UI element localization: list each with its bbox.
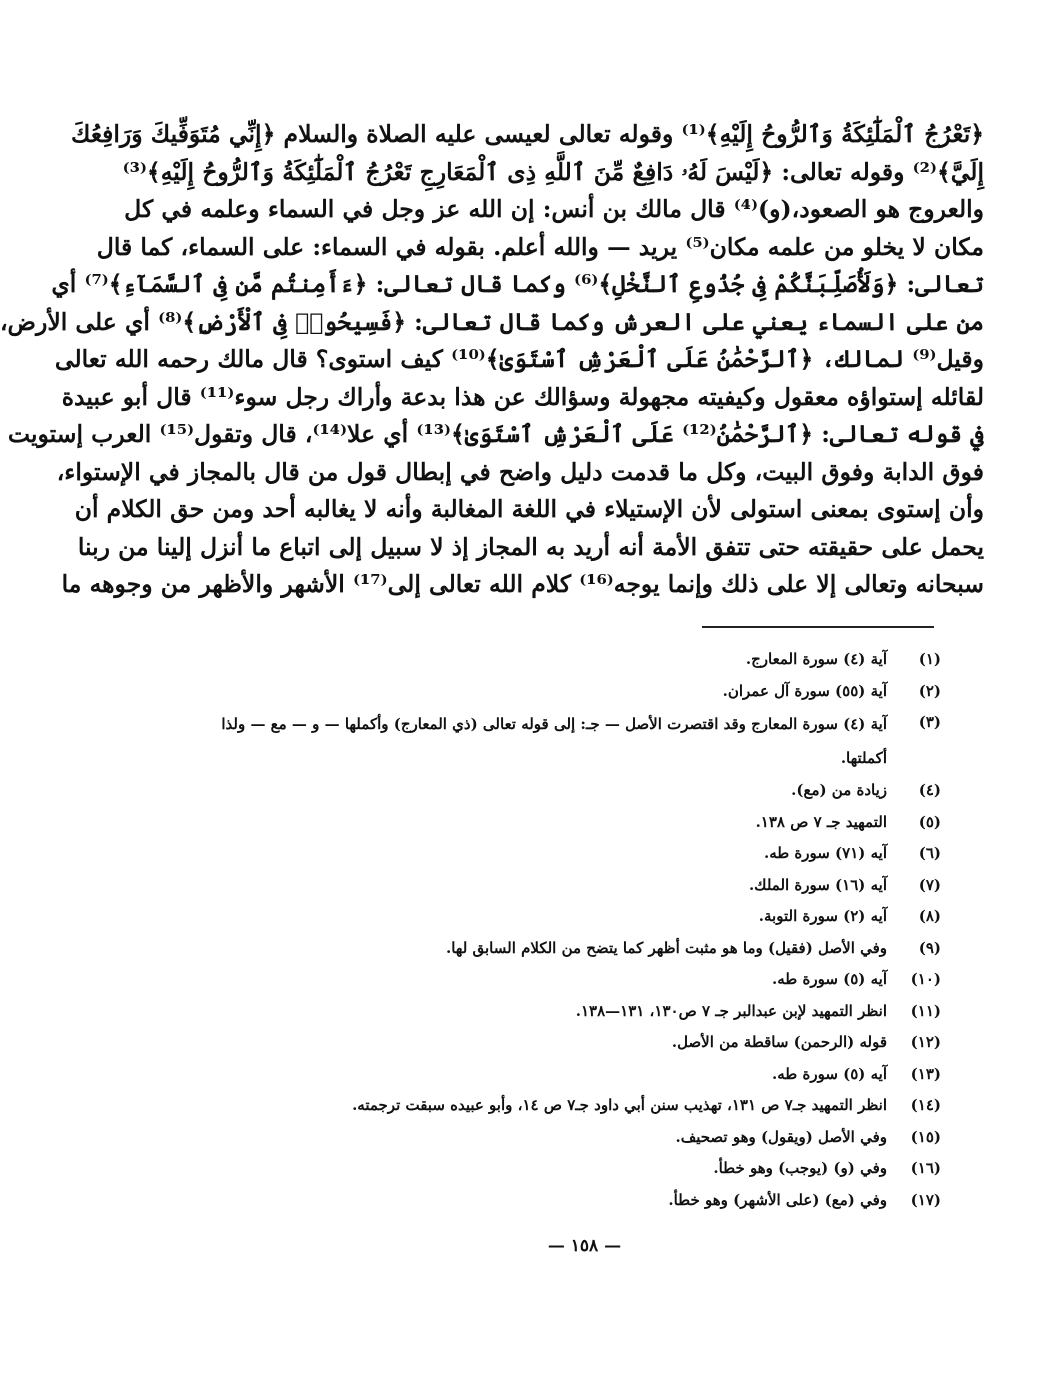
- footnote-text: آية (٤) سورة المعارج.: [745, 650, 887, 668]
- text-line: والعروج هو الصعود،(و)⁽⁴⁾ قال مالك بن أنس: إن الله عز وجل في السماء وعلمه في كل: [124, 195, 984, 223]
- footnote-number: (١٣): [910, 1064, 941, 1083]
- footnote-item: [196, 901, 941, 933]
- footnote-item: [196, 1122, 941, 1154]
- footnote-text: انظر التمهيد لإبن عبدالبر جـ ٧ ص١٣٠، ١٣١—١٣٨.: [575, 1001, 887, 1020]
- text-line: يحمل على حقيقته حتى تتفق الأمة أنه أريد به المجاز إذ لا سبيل إلى اتباع ما أنزل إلينا من ربنا: [77, 532, 984, 561]
- footnote-number: (١٥): [910, 1127, 941, 1146]
- footnote-text: زيادة من (مع).: [791, 781, 887, 799]
- footnote-item: [196, 1027, 941, 1059]
- text-line: فوق الدابة وفوق البيت، وكل ما قدمت دليل واضح في إبطال قول من قال بالمجاز في الإستواء،: [56, 457, 984, 486]
- footnote-text: آيه (٥) سورة طه.: [772, 970, 887, 988]
- text-line: في قوله تعالى: ﴿ٱلرَّحْمَٰنُ⁽¹²⁾ عَلَى ٱلْعَرْشِ ٱسْتَوَىٰ﴾⁽¹³⁾ أي علا⁽¹⁴⁾، قال وتقول⁽¹⁵⁾ العرب إستويت: [7, 420, 984, 448]
- text-line: ﴿تَعْرُجُ ٱلْمَلَٰٓئِكَةُ وَٱلرُّوحُ إِلَيْهِ﴾⁽¹⁾ وقوله تعالى لعيسى عليه الصلاة والسلام ﴿إِنِّي مُتَوَفِّيكَ وَرَافِعُكَ: [71, 120, 984, 148]
- footnote-number: (٧): [918, 875, 941, 894]
- text-line: لقائله إستواؤه معقول وكيفيته مجهولة وسؤالك عن هذا بدعة وأراك رجل سوء⁽¹¹⁾ قال أبو عبيدة: [61, 382, 984, 411]
- footnote-text: قوله (الرحمن) ساقطة من الأصل.: [671, 1033, 887, 1051]
- footnote-item: [196, 644, 941, 676]
- footnote-text: وفي الأصل (فقيل) وما هو مثبت أظهر كما يتضح من الكلام السابق لها.: [446, 938, 887, 957]
- footnote-number: (٢): [918, 681, 941, 700]
- footnote-item: [196, 807, 941, 839]
- footnote-item: [196, 676, 941, 708]
- footnote-item: [196, 707, 941, 775]
- main-body-text: [0, 116, 984, 604]
- text-line: وقيل⁽⁹⁾ لمالك، ﴿ٱلرَّحْمَٰنُ عَلَى ٱلْعَرْشِ ٱسْتَوَىٰ﴾⁽¹⁰⁾ كيف استوى؟ قال مالك رحمه الله تعالى: [54, 345, 984, 373]
- footnote-text: وفي الأصل (ويقول) وهو تصحيف.: [675, 1127, 887, 1146]
- footnote-item: [196, 1185, 941, 1217]
- footnote-number: (١٠): [910, 970, 941, 988]
- footnotes-list: [196, 644, 941, 1216]
- footnote-item: [196, 775, 941, 807]
- footnote-text: آيه (٥) سورة طه.: [772, 1064, 887, 1083]
- footnote-number: (٦): [918, 844, 941, 862]
- footnote-number: (١١): [910, 1001, 941, 1020]
- footnote-divider: [702, 626, 934, 628]
- page-number: — ١٥٨ —: [547, 1236, 622, 1256]
- footnote-text: آيه (٧١) سورة طه.: [763, 844, 887, 862]
- footnote-text: آيه (٢) سورة التوبة.: [758, 907, 887, 925]
- footnote-text: التمهيد جـ ٧ ص ١٣٨.: [755, 812, 887, 831]
- footnote-number: (٥): [918, 812, 941, 831]
- text-line: تعالى: ﴿وَلَأُصَلِّبَنَّكُمْ فِى جُذُوعِ ٱلنَّخْلِ﴾⁽⁶⁾ وكما قال تعالى: ﴿ءَأَمِنتُم مَّن فِى ٱلسَّمَآءِ﴾⁽⁷⁾ أي: [51, 270, 984, 298]
- text-line: وأن إستوى بمعنى استولى لأن الإستيلاء في اللغة المغالبة وأنه لا يغالبه أحد ومن حق الكلام أن: [74, 495, 984, 523]
- footnote-number: (١٧): [910, 1190, 941, 1209]
- footnote-number: (١٤): [910, 1096, 941, 1114]
- footnote-text: آيه (١٦) سورة الملك.: [748, 875, 887, 894]
- text-line: مكان لا يخلو من علمه مكان⁽⁵⁾ يريد — والله أعلم. بقوله في السماء: على السماء، كما قال: [96, 232, 984, 261]
- footnote-number: (٩): [918, 938, 941, 957]
- footnote-text: وفي (و) (يوجب) وهو خطأ.: [713, 1159, 887, 1177]
- footnote-text: آية (٥٥) سورة آل عمران.: [722, 681, 887, 700]
- footnote-item: [196, 1090, 941, 1122]
- footnote-text: وفي (مع) (على الأشهر) وهو خطأ.: [668, 1190, 887, 1209]
- text-line: من على السماء يعني على العرش وكما قال تعالى: ﴿فَسِيحُوا۟ فِى ٱلْأَرْضِ﴾⁽⁸⁾ أي على الأرض،: [0, 307, 984, 336]
- footnote-item: [196, 1059, 941, 1091]
- text-line: سبحانه وتعالى إلا على ذلك وإنما يوجه⁽¹⁶⁾ كلام الله تعالى إلى⁽¹⁷⁾ الأشهر والأظهر من وجوهه ما: [61, 570, 984, 598]
- footnote-text: آية (٤) سورة المعارج وقد اقتصرت الأصل — جـ: إلى قوله تعالى (ذي المعارج) وأكملها — و — مع — ولذا أكملتها.: [221, 715, 887, 767]
- footnote-item: [196, 870, 941, 902]
- text-line: إِلَيَّ﴾⁽²⁾ وقوله تعالى: ﴿لَيْسَ لَهُۥ دَافِعٌ مِّنَ ٱللَّهِ ذِى ٱلْمَعَارِجِ تَعْرُجُ ٱلْمَلَٰٓئِكَةُ وَٱلرُّوحُ إِلَيْهِ﴾⁽³⁾: [122, 157, 984, 186]
- footnote-item: [196, 964, 941, 996]
- footnote-number: (١٦): [910, 1159, 941, 1177]
- footnote-number: (١٢): [910, 1033, 941, 1051]
- footnote-number: (١): [918, 650, 941, 668]
- footnote-number: (٨): [918, 907, 941, 925]
- footnote-item: [196, 996, 941, 1028]
- footnote-item: [196, 1153, 941, 1185]
- footnote-item: [196, 838, 941, 870]
- footnote-number: (٣): [918, 713, 941, 731]
- footnote-number: (٤): [918, 781, 941, 799]
- footnote-text: انظر التمهيد جـ٧ ص ١٣١، تهذيب سنن أبي داود جـ٧ ص ١٤، وأبو عبيده سبقت ترجمته.: [352, 1096, 887, 1114]
- footnote-item: [196, 933, 941, 965]
